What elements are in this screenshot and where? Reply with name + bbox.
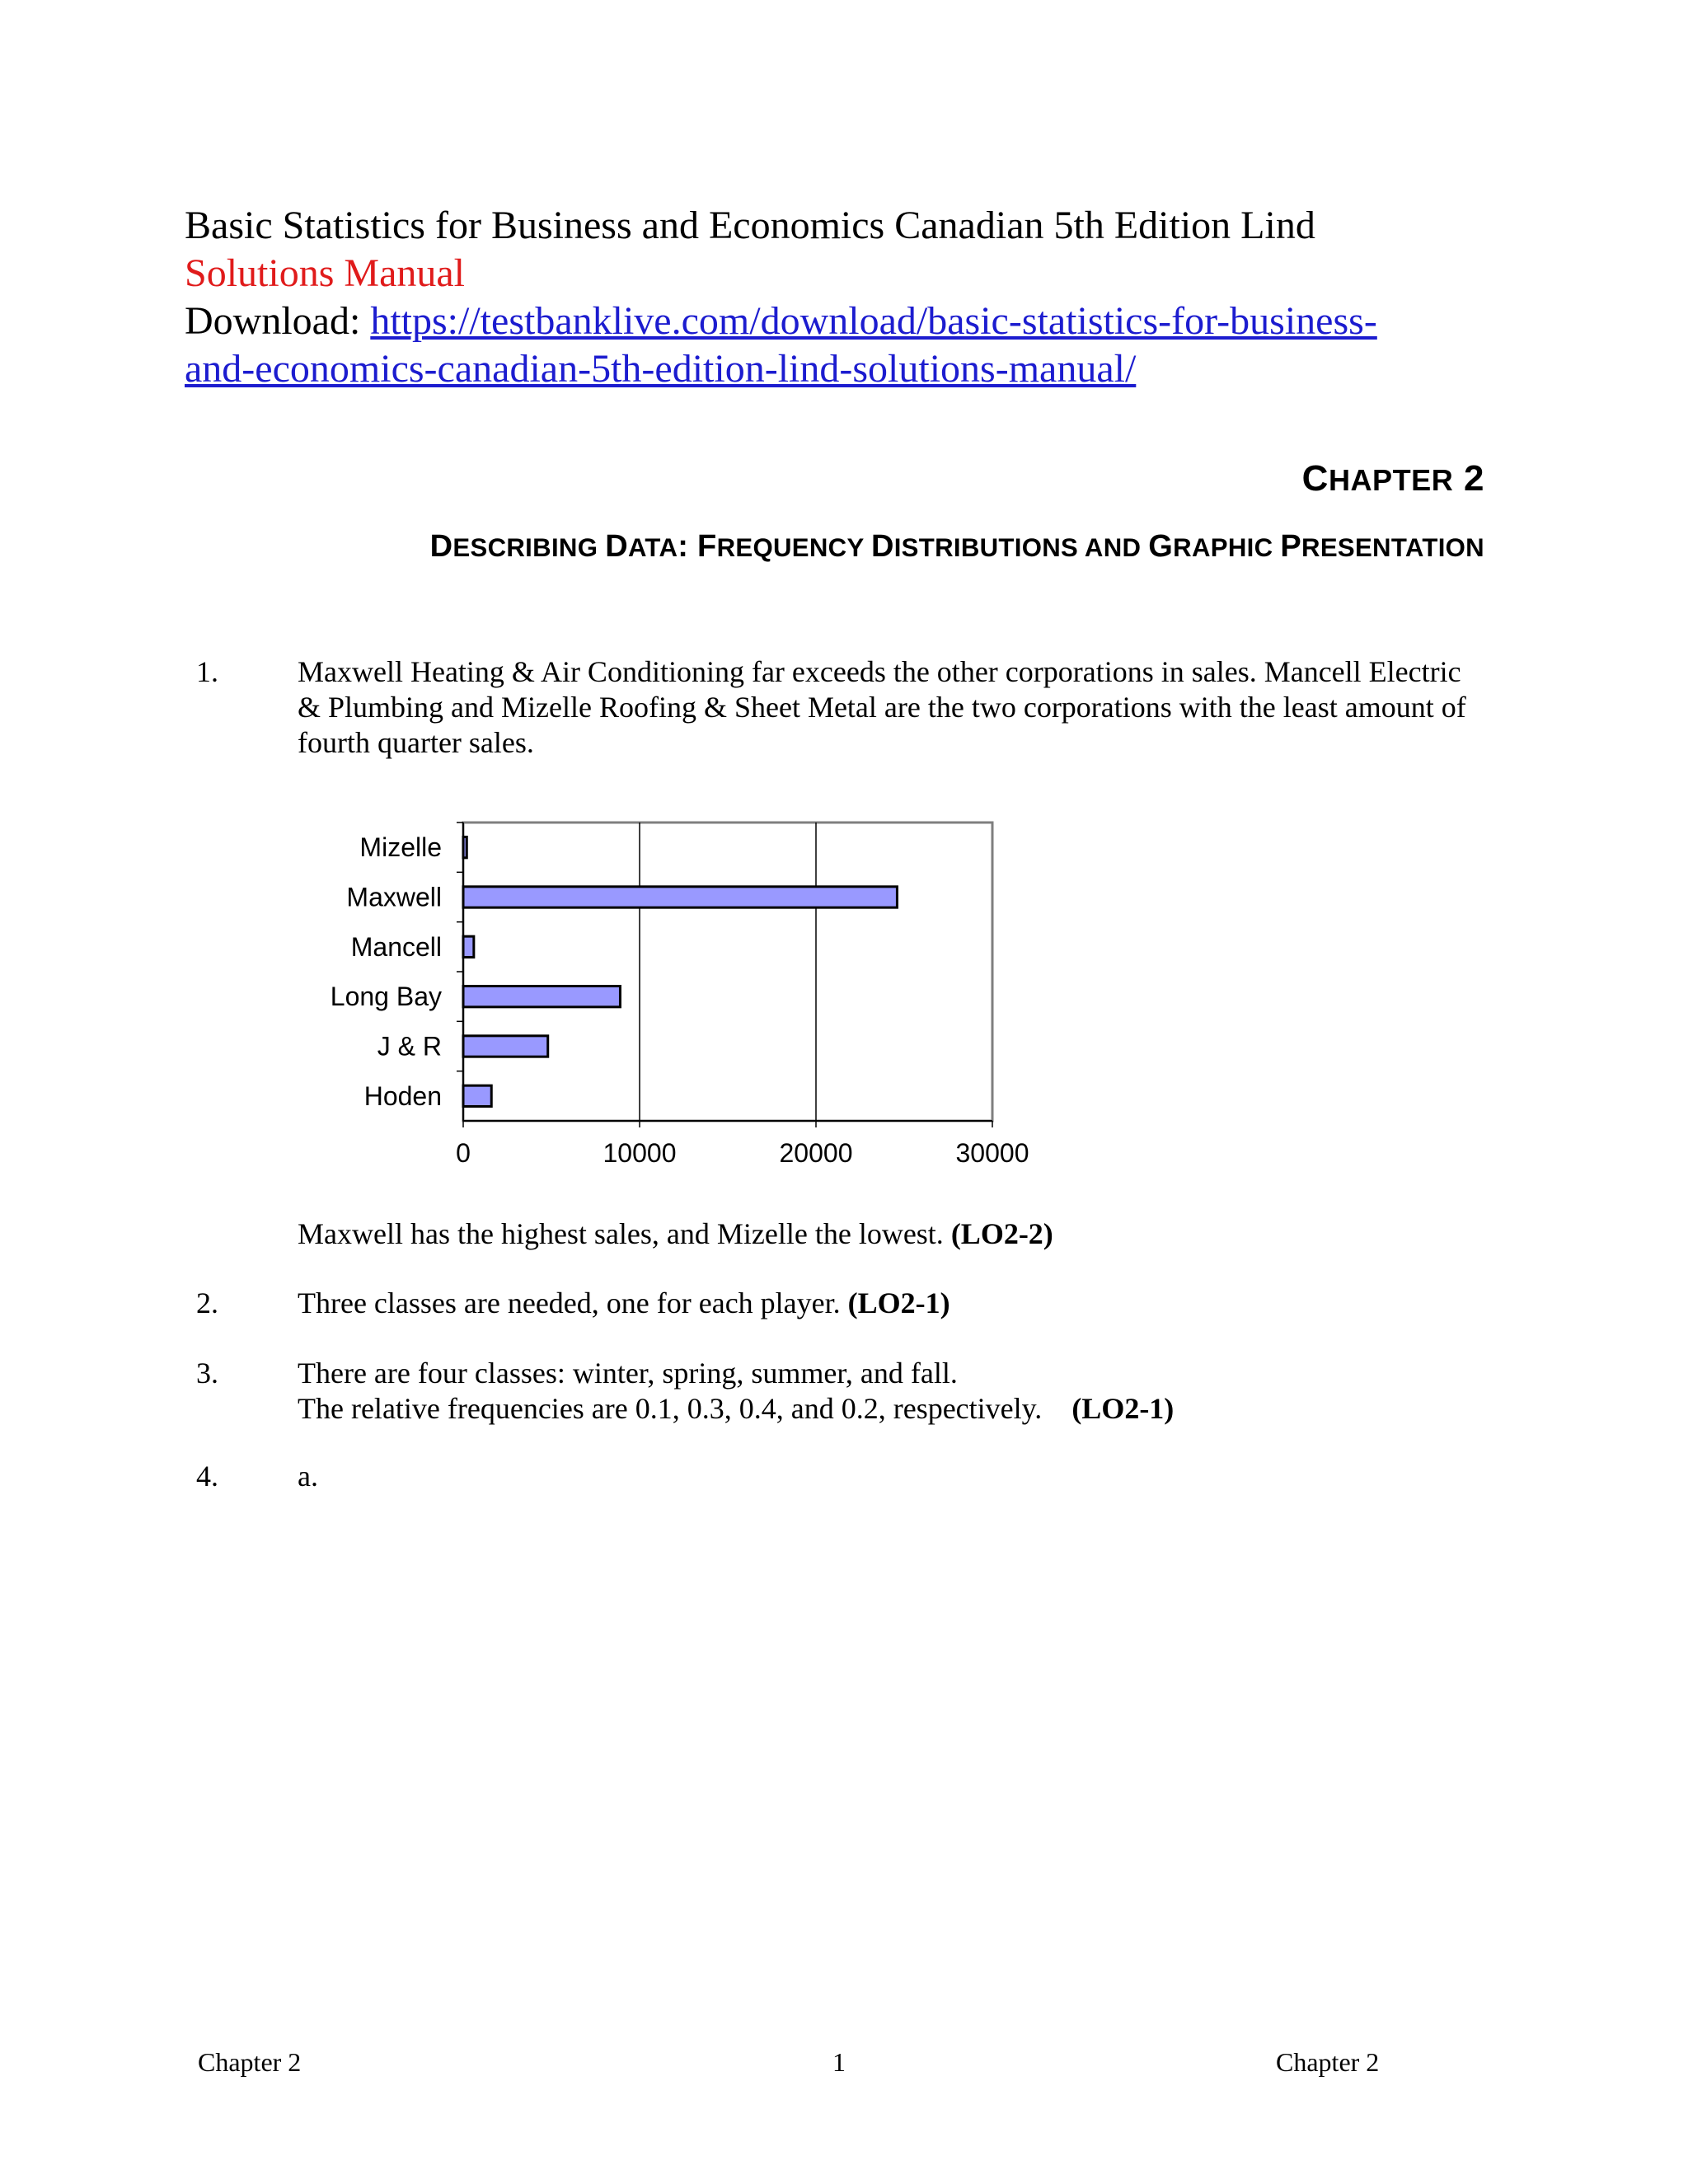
bar-hoden bbox=[463, 1085, 491, 1106]
download-link[interactable]: https://testbanklive.com/download/basic-statistics-for-business- bbox=[370, 299, 1377, 343]
y-category-label: Maxwell bbox=[346, 882, 442, 912]
x-tick-label: 20000 bbox=[779, 1138, 853, 1168]
chapter-subtitle: DESCRIBING DATA: FREQUENCY DISTRIBUTIONS AND GRAPHIC PRESENTATION bbox=[429, 529, 1484, 564]
solutions-manual-label: Solutions Manual bbox=[185, 251, 466, 295]
y-category-label: Long Bay bbox=[330, 982, 442, 1012]
lo-tag: (LO2-1) bbox=[847, 1286, 950, 1319]
item-1-conclusion: Maxwell has the highest sales, and Mizelle the lowest. (LO2-2) bbox=[298, 1217, 1053, 1250]
item-1-text: Maxwell Heating & Air Conditioning far exceeds the other corporations in sales. Mancell Electric & Plumbing and Mizelle Roofing & Sheet Metal are the two corporations with the least amount of fourth quarter sales. bbox=[298, 655, 1466, 759]
y-category-label: J & R bbox=[377, 1031, 442, 1062]
bar-mizelle bbox=[463, 837, 467, 857]
chapter-title: CHAPTER 2 bbox=[1301, 458, 1484, 499]
bar-long-bay bbox=[463, 986, 620, 1006]
plot-area bbox=[463, 823, 992, 1121]
lo-tag: (LO2-1) bbox=[1071, 1392, 1175, 1425]
header-block bbox=[185, 202, 1520, 393]
download-line bbox=[185, 298, 1520, 345]
item-2-number: 2. bbox=[196, 1286, 218, 1319]
bar-mancell bbox=[463, 936, 474, 957]
item-3-text: There are four classes: winter, spring, summer, and fall. The relative frequencies are 0.1, 0.3, 0.4, and 0.2, respectively. (LO2-1) bbox=[298, 1357, 1175, 1425]
bar-j-r bbox=[463, 1036, 548, 1057]
item-3-number: 3. bbox=[196, 1357, 218, 1390]
x-tick-label: 0 bbox=[456, 1138, 471, 1168]
footer-right: Chapter 2 bbox=[1276, 2047, 1380, 2077]
item-4-text: a. bbox=[298, 1460, 318, 1493]
page-number: 1 bbox=[832, 2047, 846, 2077]
lo-tag: (LO2-2) bbox=[950, 1217, 1053, 1250]
item-4-number: 4. bbox=[196, 1460, 218, 1493]
y-category-label: Mancell bbox=[350, 931, 442, 962]
x-tick-label: 30000 bbox=[955, 1138, 1029, 1168]
download-label: Download: bbox=[185, 299, 371, 343]
bar-maxwell bbox=[463, 887, 897, 907]
download-line-2 bbox=[185, 345, 1520, 393]
download-link-continued[interactable]: and-economics-canadian-5th-edition-lind-solutions-manual/ bbox=[185, 347, 1137, 391]
footer-left: Chapter 2 bbox=[198, 2047, 302, 2077]
x-tick-label: 10000 bbox=[603, 1138, 677, 1168]
sales-bar-chart bbox=[297, 808, 1039, 1187]
item-1-number: 1. bbox=[196, 655, 218, 688]
y-category-label: Hoden bbox=[363, 1080, 442, 1111]
book-title: Basic Statistics for Business and Economics Canadian 5th Edition Lind bbox=[185, 204, 1315, 247]
y-category-label: Mizelle bbox=[359, 832, 442, 863]
item-2-text: Three classes are needed, one for each player. (LO2-1) bbox=[298, 1286, 950, 1319]
